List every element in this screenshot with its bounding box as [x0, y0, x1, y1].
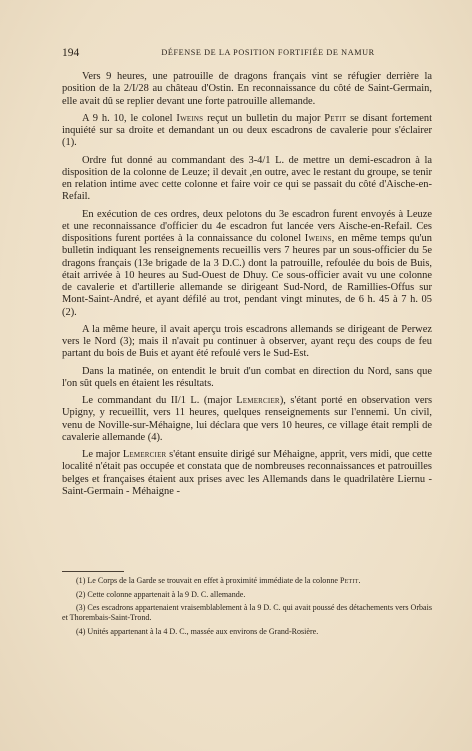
person-name: Iweins: [176, 112, 204, 124]
person-name: Lemercier: [236, 395, 280, 406]
paragraph-4: En exécution de ces ordres, deux pelotons du 3e escadron furent envoyés à Leuze et une reconnaissance d'officier du 4e escadron fut lancée vers Aische-en-Refail. Ces dispositions furent portées à la connaissance du colonel Iweins, en même temps qu'un bulletin indiquant les renseignements recueillis vers 7 heures par un sous-officier du 5e dragons français (13e brigade de la 3 D.C.) dont la patrouille, refoulée du bois de Buis, était arrivée à 10 heures au Sud-Ouest de Dhuy. Ce sous-officier avait vu une colonne de cavalerie et d'artillerie allemande se dirigeant Sud-Nord, de Ramillies-Offus sur Mont-Saint-André, et ayant défilé au trot, pendant vingt minutes, de 6 h. 45 à 7 h. 05 (2).: [62, 208, 432, 318]
page-header: [62, 47, 432, 61]
paragraph-8: Le major Lemercier s'étant ensuite dirigé sur Méhaigne, apprit, vers midi, que cette localité n'était pas occupée et constata que de nombreuses reconnaissances et patrouilles belges et françaises étaient aux prises avec les Allemands dans le quadrilatère Liernu - Saint-Germain - Méhaigne -: [62, 449, 432, 497]
footnote-separator: [62, 571, 124, 572]
running-head: DÉFENSE DE LA POSITION FORTIFIÉE DE NAMUR: [161, 48, 375, 57]
footnotes: [62, 576, 432, 640]
person-name: Petit: [324, 112, 347, 124]
paragraph-6: Dans la matinée, on entendit le bruit d'un combat en direction du Nord, sans que l'on sût quels en étaient les résultats.: [62, 365, 432, 389]
footnote-3: (3) Ces escadrons appartenaient vraisemblablement à la 9 D. C. qui avait poussé des détachements vers Orbais et Thorembais-Saint-Trond.: [62, 603, 432, 622]
footnote-1: (1) Le Corps de la Garde se trouvait en effet à proximité immédiate de la colonne Petit.: [76, 576, 361, 585]
paragraph-2: A 9 h. 10, le colonel Iweins reçut un bulletin du major Petit se disant fortement inquiété sur sa droite et demandant un ou deux escadrons de cavalerie pour s'éclairer (1).: [62, 112, 432, 149]
paragraph-5: A la même heure, il avait aperçu trois escadrons allemands se dirigeant de Perwez vers le Nord (3); mais il n'avait pu continuer à observer, ayant reçu des coups de feu partant du bois de Buis et ayant été refoulé vers le Sud-Est.: [62, 323, 432, 360]
person-name: Lemercier: [122, 449, 167, 460]
paragraph-3: Ordre fut donné au commandant des 3-4/1 L. de mettre un demi-escadron à la disposition de la colonne de Leuze; il devait ,en outre, avec le restant du groupe, se tenir en relation intime avec cette colonne et faire voir ce qui se passait du côté d'Aische-en-Refail.: [62, 154, 432, 203]
person-name: Petit: [339, 576, 359, 585]
paragraph-7: Le commandant du II/1 L. (major Lemercier), s'étant porté en observation vers Upigny, y recueillit, vers 11 heures, quelques renseignements sur l'ennemi. Un civil, venu de Noville-sur-Méhaigne, lui déclara que vers 10 heures, ce village était rempli de cavalerie allemande (4).: [62, 395, 432, 443]
footnote-4: (4) Unités appartenant à la 4 D. C., massée aux environs de Grand-Rosière.: [76, 626, 319, 636]
person-name: Iweins: [304, 233, 332, 244]
body-text: [62, 71, 432, 503]
footnote-2: (2) Cette colonne appartenait à la 9 D. C. allemande.: [76, 589, 246, 599]
page-number: 194: [62, 47, 80, 59]
paragraph-1: Vers 9 heures, une patrouille de dragons français vint se réfugier derrière la position de la 2/I/28 au château d'Ostin. En reconnaissance du côté de Saint-Germain, elle avait dû se replier devant une forte patrouille allemande.: [62, 71, 432, 107]
